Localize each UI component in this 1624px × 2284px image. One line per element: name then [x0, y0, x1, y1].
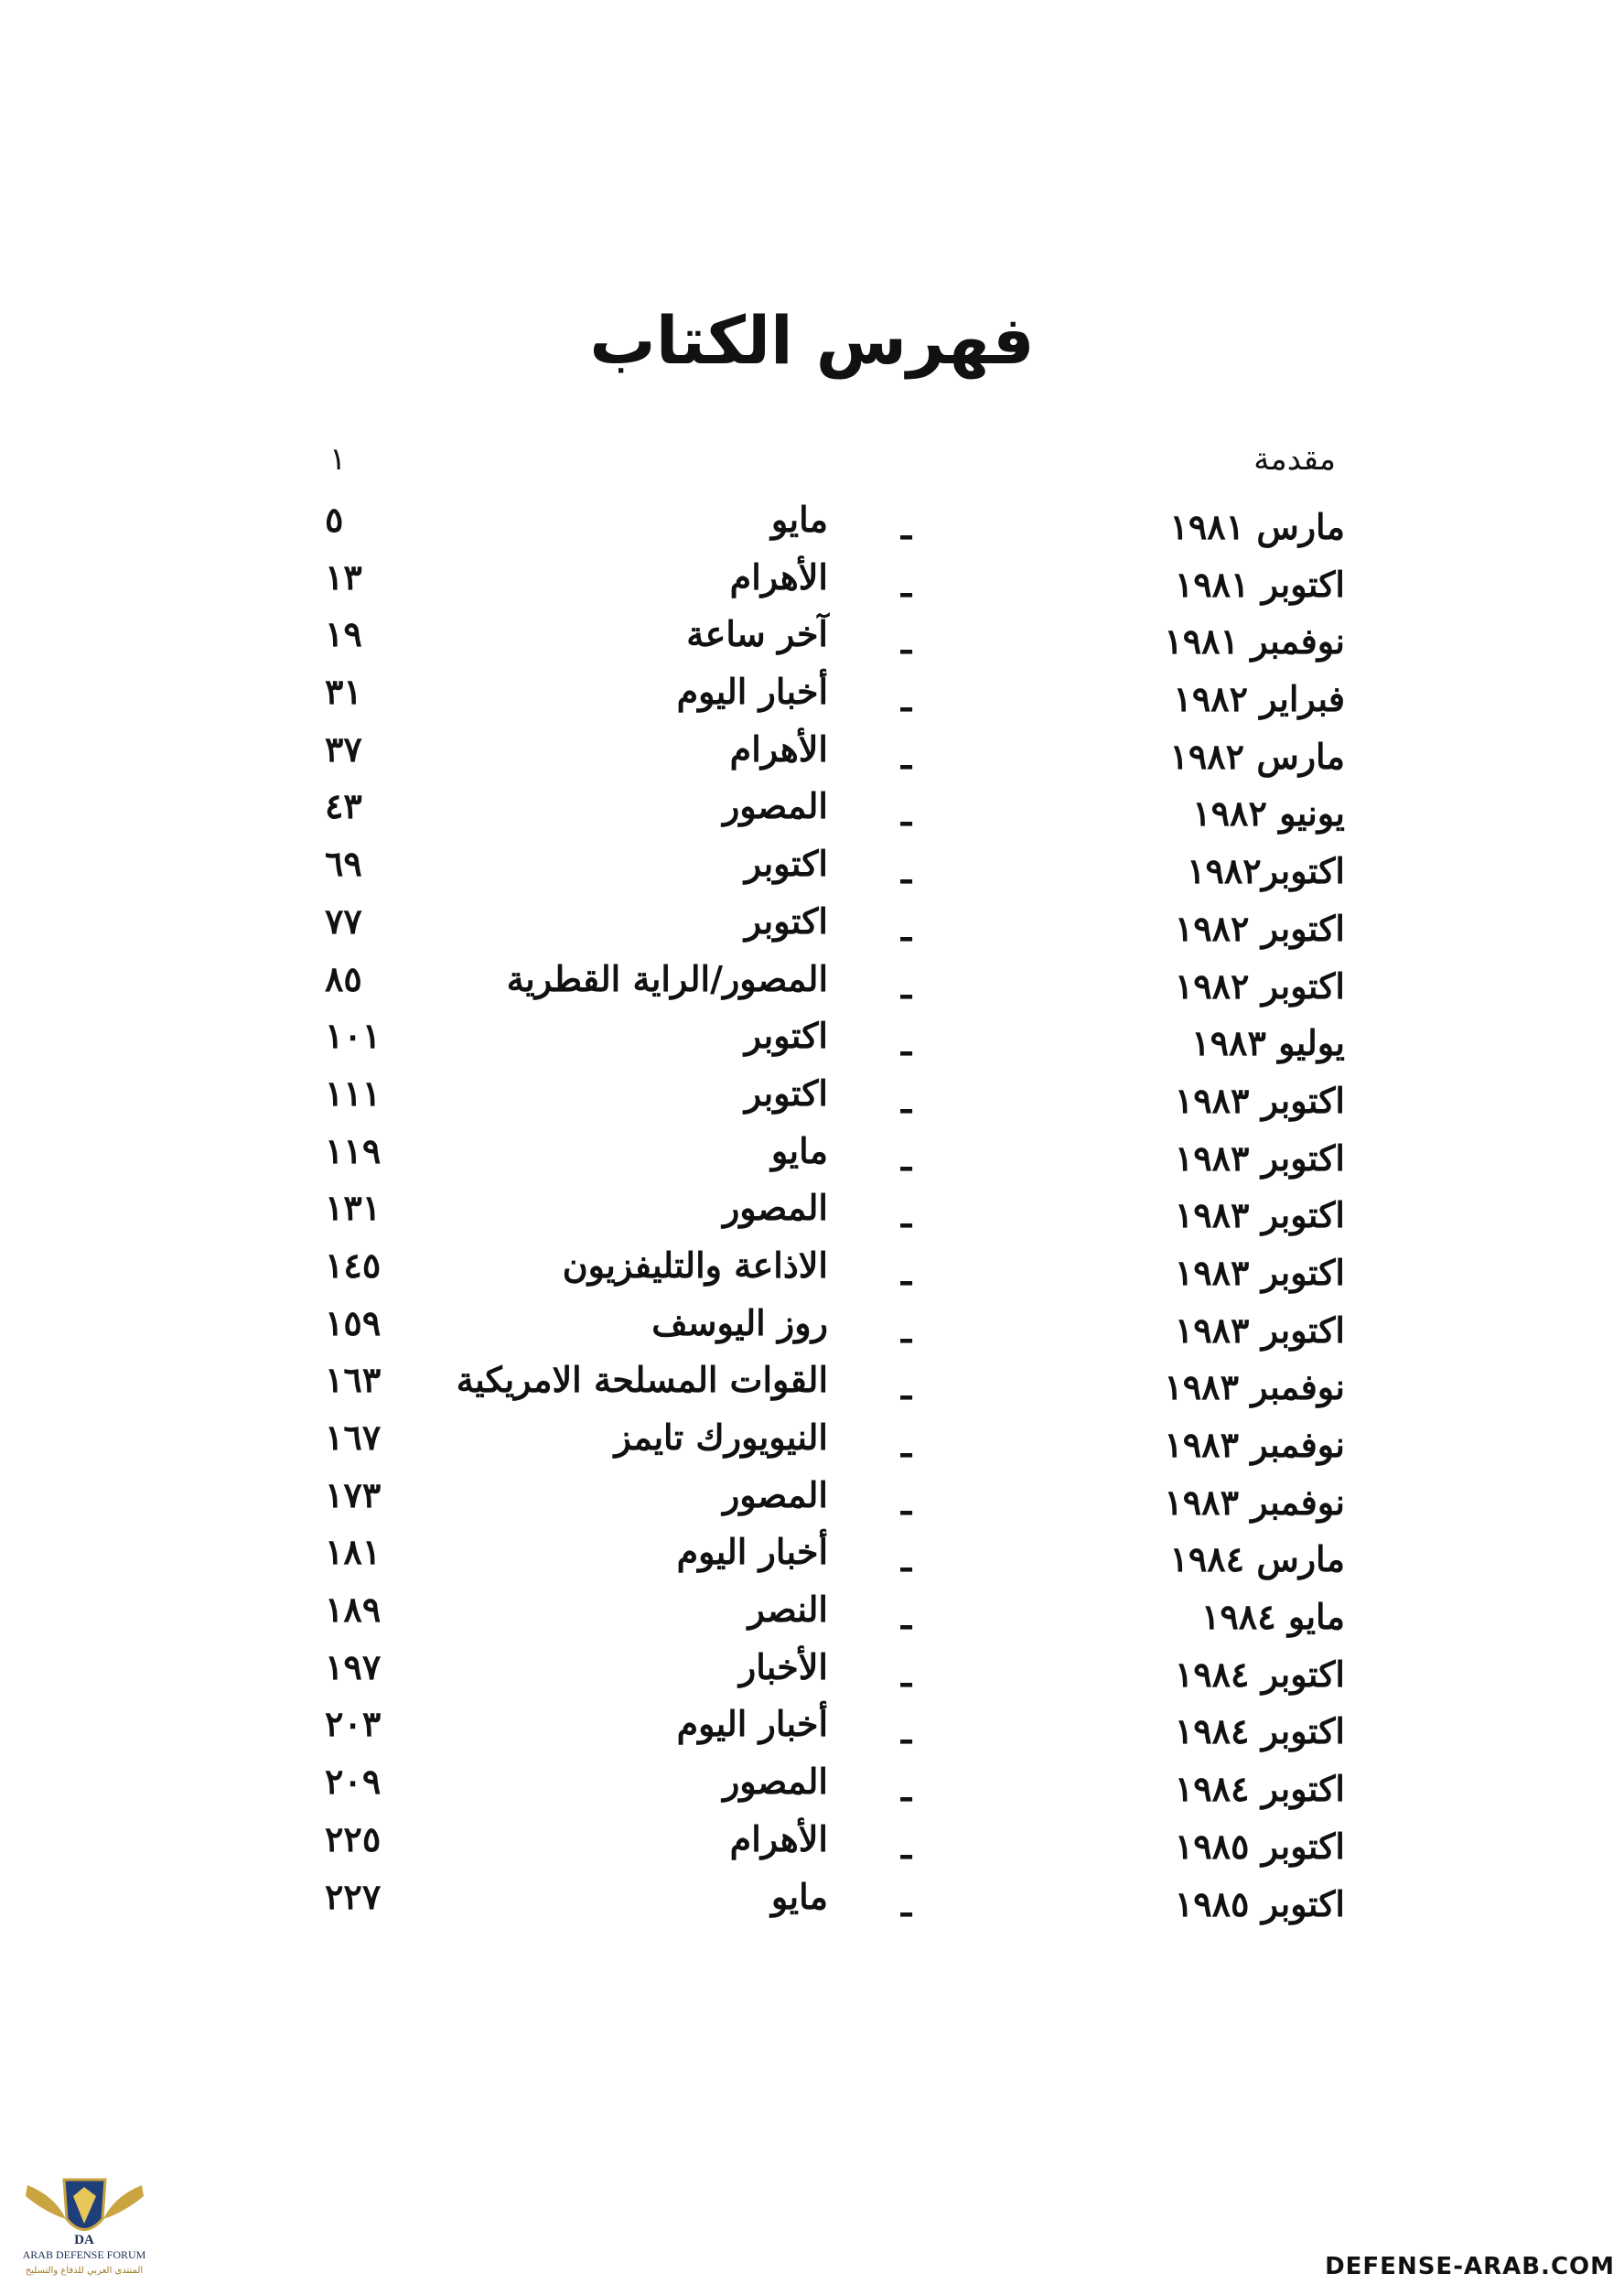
entry-source: المصور — [722, 1187, 828, 1229]
intro-page: ١ — [329, 441, 347, 478]
toc-row — [274, 1130, 1372, 1188]
entry-separator: ـ — [901, 1768, 912, 1810]
entry-separator: ـ — [901, 620, 912, 663]
entry-page: ١٣ — [325, 555, 362, 598]
toc-row — [274, 1646, 1372, 1704]
entry-source: المصور — [722, 1473, 828, 1515]
entry-separator: ـ — [901, 1882, 912, 1924]
entry-source: اكتوبر — [744, 843, 828, 885]
entry-date: اكتوبر١٩٨٢ — [1187, 850, 1345, 892]
entry-date: يوليو ١٩٨٣ — [1191, 1022, 1345, 1064]
toc-row — [274, 1187, 1372, 1244]
toc-row — [274, 1359, 1372, 1417]
entry-page: ١٨١ — [325, 1531, 382, 1573]
entry-source: الأهرام — [729, 555, 828, 598]
entry-page: ٢٢٥ — [325, 1817, 382, 1859]
toc-row — [274, 1876, 1372, 1934]
entry-separator: ـ — [901, 1538, 912, 1580]
entry-page: ٣١ — [325, 671, 362, 713]
entry-date: يونيو ١٩٨٢ — [1192, 792, 1345, 835]
entry-page: ١٦٧ — [325, 1417, 382, 1458]
toc-row — [274, 728, 1372, 786]
entry-date: اكتوبر ١٩٨٢ — [1174, 964, 1345, 1007]
entry-date: اكتوبر ١٩٨٥ — [1174, 1825, 1345, 1867]
toc-row — [274, 1589, 1372, 1646]
toc-row — [274, 556, 1372, 614]
toc-row — [274, 1703, 1372, 1761]
page-title: فهرس الكتاب — [589, 302, 1035, 379]
entry-page: ١٧٣ — [325, 1473, 382, 1515]
entry-source: اكتوبر — [744, 1015, 828, 1057]
entry-source: الأخبار — [738, 1645, 828, 1687]
entry-source: المصور/الراية القطرية — [506, 957, 828, 999]
entry-separator: ـ — [901, 1079, 912, 1121]
entry-source: اكتوبر — [744, 1072, 828, 1114]
entry-separator: ـ — [901, 1194, 912, 1236]
entry-page: ٢٠٣ — [325, 1703, 382, 1745]
entry-date: مارس ١٩٨١ — [1169, 506, 1345, 547]
entry-separator: ـ — [901, 850, 912, 892]
toc-row — [274, 613, 1372, 671]
entry-page: ٦٩ — [325, 843, 362, 885]
entry-date: اكتوبر ١٩٨٥ — [1174, 1882, 1345, 1924]
toc-row — [274, 1015, 1372, 1072]
entry-page: ٢٢٧ — [325, 1875, 382, 1917]
entry-separator: ـ — [901, 1710, 912, 1752]
entry-date: اكتوبر ١٩٨٢ — [1174, 907, 1345, 949]
entry-page: ٧٧ — [325, 900, 362, 942]
toc-row — [274, 1761, 1372, 1818]
entry-date: نوفمبر ١٩٨٣ — [1164, 1366, 1345, 1408]
entry-separator: ـ — [901, 792, 912, 835]
entry-separator: ـ — [901, 563, 912, 605]
entry-separator: ـ — [901, 1251, 912, 1293]
entry-page: ١٨٩ — [325, 1589, 382, 1631]
entry-page: ١٦٣ — [325, 1359, 382, 1401]
entry-separator: ـ — [901, 1653, 912, 1695]
entry-page: ٣٧ — [325, 727, 362, 770]
entry-separator: ـ — [901, 1481, 912, 1523]
entry-separator: ـ — [901, 1309, 912, 1351]
entry-source: الاذاعة والتليفزيون — [562, 1244, 828, 1286]
toc-row — [274, 499, 1372, 556]
entry-source: النيويورك تايمز — [614, 1417, 828, 1458]
entry-date: مارس ١٩٨٢ — [1169, 735, 1345, 777]
entry-separator: ـ — [901, 964, 912, 1007]
entry-page: ١٩ — [325, 613, 362, 655]
toc-row — [274, 1072, 1372, 1130]
entry-page: ٥ — [325, 499, 344, 540]
entry-separator: ـ — [901, 907, 912, 949]
toc-row — [274, 1244, 1372, 1302]
entry-date: اكتوبر ١٩٨١ — [1174, 563, 1345, 605]
entry-page: ٤٣ — [325, 785, 362, 827]
entry-date: مايو ١٩٨٤ — [1200, 1596, 1345, 1638]
entry-source: آخر ساعة — [686, 613, 828, 655]
entry-separator: ـ — [901, 506, 912, 547]
intro-label: مقدمة — [1253, 441, 1336, 478]
toc-row — [274, 843, 1372, 900]
arab-defense-forum-logo — [9, 2169, 160, 2283]
entry-page: ١٥٩ — [325, 1301, 382, 1343]
entry-source: الأهرام — [729, 1817, 828, 1859]
entry-date: اكتوبر ١٩٨٤ — [1174, 1768, 1345, 1810]
entry-source: مايو — [770, 1129, 828, 1171]
toc-row — [274, 958, 1372, 1016]
entry-source: الأهرام — [729, 727, 828, 770]
toc-row — [274, 671, 1372, 728]
entry-date: اكتوبر ١٩٨٣ — [1174, 1137, 1345, 1179]
entry-source: مايو — [770, 1875, 828, 1917]
entry-source: روز اليوسف — [651, 1301, 828, 1343]
entry-page: ١١١ — [325, 1072, 382, 1114]
entry-separator: ـ — [901, 735, 912, 777]
toc-row — [274, 900, 1372, 958]
toc-list — [274, 499, 1372, 1933]
entry-separator: ـ — [901, 1137, 912, 1179]
entry-source: أخبار اليوم — [676, 671, 828, 713]
entry-separator: ـ — [901, 1366, 912, 1408]
entry-separator: ـ — [901, 678, 912, 720]
toc-row — [274, 785, 1372, 843]
logo-arabic: المنتدى العربي للدفاع والتسليح — [25, 2266, 144, 2276]
site-watermark: DEFENSE-ARAB.COM — [1325, 2253, 1615, 2280]
entry-date: نوفمبر ١٩٨١ — [1164, 620, 1345, 663]
entry-page: ٢٠٩ — [325, 1761, 382, 1803]
toc-row — [274, 1417, 1372, 1474]
entry-date: فبراير ١٩٨٢ — [1173, 678, 1345, 720]
toc-row — [274, 1474, 1372, 1532]
toc-row — [274, 1818, 1372, 1876]
entry-page: ٨٥ — [325, 957, 362, 999]
entry-separator: ـ — [901, 1596, 912, 1638]
entry-source: المصور — [722, 1761, 828, 1803]
entry-source: مايو — [770, 499, 828, 540]
entry-date: اكتوبر ١٩٨٣ — [1174, 1194, 1345, 1236]
entry-separator: ـ — [901, 1022, 912, 1064]
logo-abbr: DA — [74, 2233, 94, 2247]
entry-date: اكتوبر ١٩٨٣ — [1174, 1079, 1345, 1121]
entry-page: ١٤٥ — [325, 1244, 382, 1286]
entry-source: النصر — [747, 1589, 828, 1631]
entry-page: ١٣١ — [325, 1187, 382, 1229]
entry-date: اكتوبر ١٩٨٣ — [1174, 1251, 1345, 1293]
entry-page: ١١٩ — [325, 1129, 382, 1171]
entry-page: ١٩٧ — [325, 1645, 382, 1687]
entry-source: المصور — [722, 785, 828, 827]
entry-date: نوفمبر ١٩٨٣ — [1164, 1424, 1345, 1465]
entry-source: أخبار اليوم — [676, 1531, 828, 1573]
intro-row — [274, 441, 1372, 487]
entry-date: اكتوبر ١٩٨٤ — [1174, 1710, 1345, 1752]
entry-date: اكتوبر ١٩٨٣ — [1174, 1309, 1345, 1351]
logo-name: ARAB DEFENSE FORUM — [22, 2248, 146, 2261]
entry-date: اكتوبر ١٩٨٤ — [1174, 1653, 1345, 1695]
entry-source: أخبار اليوم — [676, 1703, 828, 1745]
toc-row — [274, 1531, 1372, 1589]
entry-page: ١٠١ — [325, 1015, 382, 1057]
entry-separator: ـ — [901, 1825, 912, 1867]
entry-date: نوفمبر ١٩٨٣ — [1164, 1481, 1345, 1523]
toc-row — [274, 1302, 1372, 1360]
entry-separator: ـ — [901, 1424, 912, 1465]
entry-date: مارس ١٩٨٤ — [1169, 1538, 1345, 1580]
entry-source: اكتوبر — [744, 900, 828, 942]
entry-source: القوات المسلحة الامريكية — [456, 1359, 828, 1401]
